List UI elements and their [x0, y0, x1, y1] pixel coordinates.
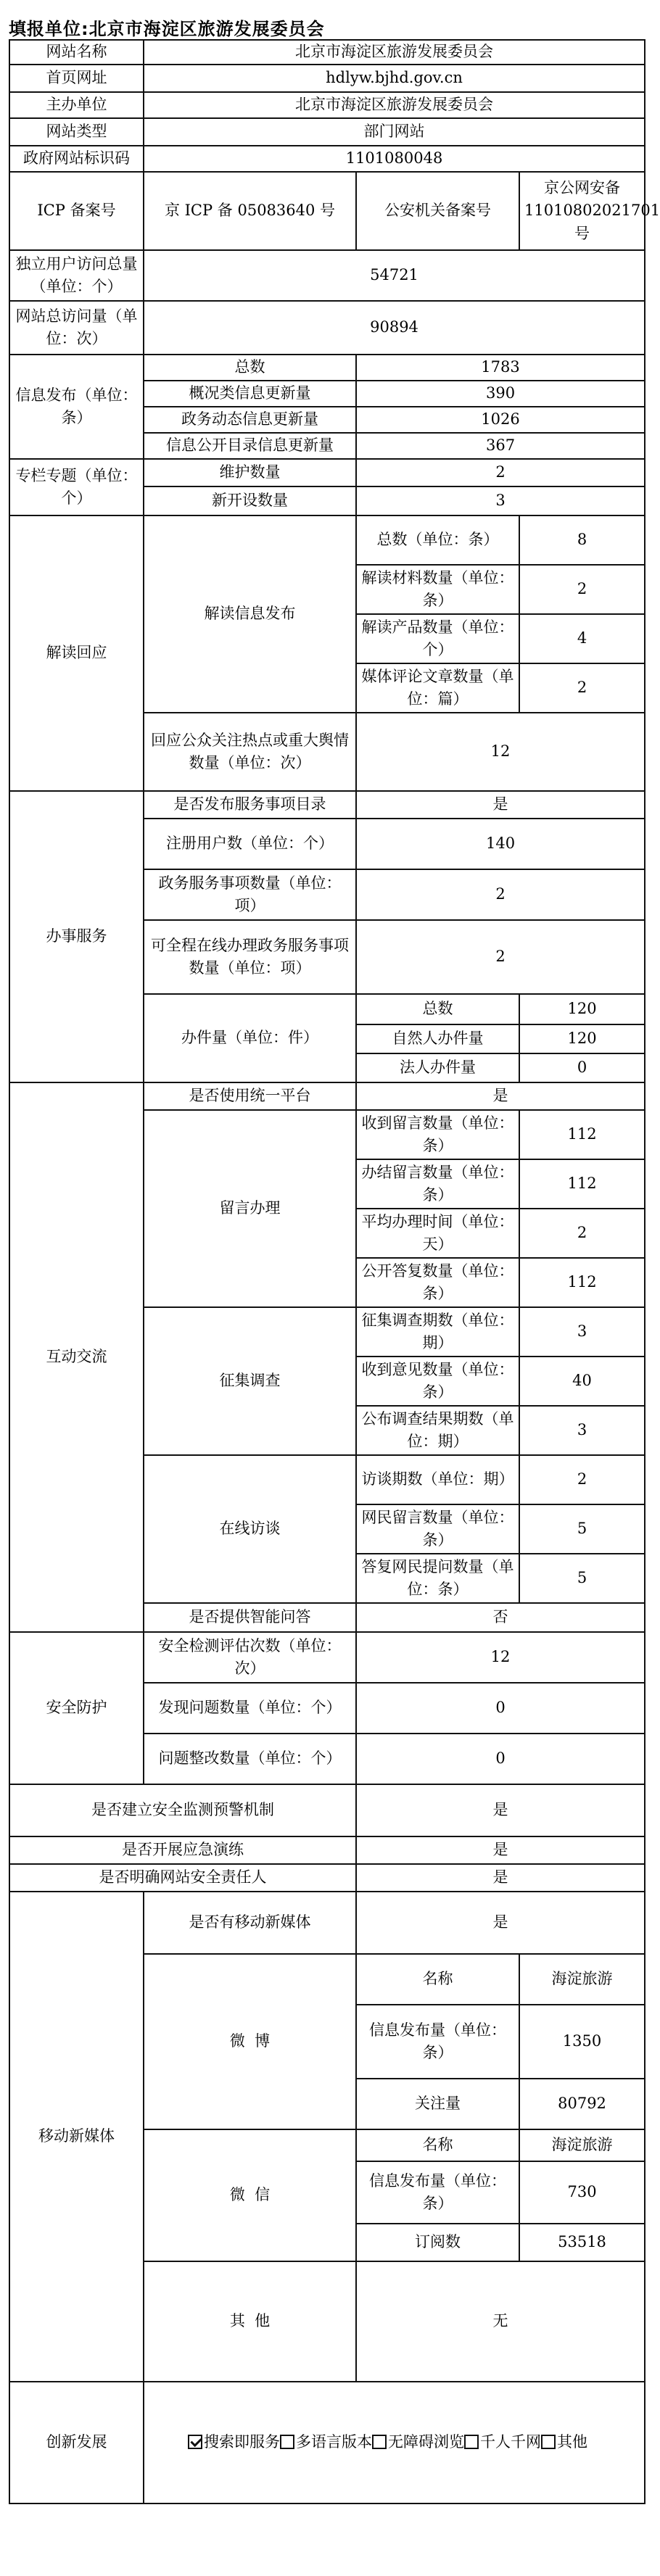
- service-natural-value: 120: [519, 1024, 645, 1053]
- talk-answers-label: 答复网民提问数量（单位：条）: [356, 1554, 519, 1603]
- interpret-material-label: 解读材料数量（单位：条）: [356, 565, 519, 614]
- interpret-hotspot-label: 回应公众关注热点或重大舆情数量（单位：次）: [144, 713, 356, 791]
- survey-results-label: 公布调查结果期数（单位：期）: [356, 1406, 519, 1455]
- info-dynamic-label: 政务动态信息更新量: [144, 407, 356, 433]
- row-gov-id: [9, 146, 645, 172]
- wechat-name-value: 海淀旅游: [519, 2129, 645, 2161]
- info-catalog-label: 信息公开目录信息更新量: [144, 433, 356, 459]
- wechat-sub-value: 53518: [519, 2224, 645, 2261]
- service-items-label: 政务服务事项数量（单位：项）: [144, 869, 356, 920]
- site-name-value: 北京市海淀区旅游发展委员会: [144, 40, 645, 65]
- gov-id-value: 1101080048: [144, 146, 645, 172]
- sec-duty-label: 是否明确网站安全责任人: [9, 1864, 356, 1892]
- sec-check-value: 12: [356, 1632, 645, 1683]
- innovation-option-label: 无障碍浏览: [388, 2433, 464, 2451]
- talk-label: 在线访谈: [144, 1455, 356, 1603]
- icp-value: 京 ICP 备 05083640 号: [144, 172, 356, 250]
- interpret-product-label: 解读产品数量（单位：个）: [356, 614, 519, 663]
- report-header: [9, 15, 325, 40]
- survey-issues-label: 征集调查期数（单位：期）: [356, 1307, 519, 1357]
- service-items-value: 2: [356, 869, 645, 920]
- sec-warn-value: 是: [356, 1784, 645, 1836]
- weibo-pub-label: 信息发布量（单位：条）: [356, 2005, 519, 2079]
- column-maintain-label: 维护数量: [144, 459, 356, 486]
- column-label: 专栏专题（单位：个）: [9, 459, 144, 515]
- weibo-pub-value: 1350: [519, 2005, 645, 2079]
- msg-recv-value: 112: [519, 1110, 645, 1159]
- survey-results-value: 3: [519, 1406, 645, 1455]
- msg-done-value: 112: [519, 1159, 645, 1209]
- talk-msgs-label: 网民留言数量（单位：条）: [356, 1504, 519, 1554]
- info-total-value: 1783: [356, 355, 645, 381]
- wechat-pub-label: 信息发布量（单位：条）: [356, 2161, 519, 2224]
- msg-done-label: 办结留言数量（单位：条）: [356, 1159, 519, 1209]
- mobile-has-label: 是否有移动新媒体: [144, 1892, 356, 1954]
- survey-opinions-value: 40: [519, 1357, 645, 1406]
- gov-id-label: 政府网站标识码: [9, 146, 144, 172]
- innovation-checkbox-2[interactable]: [280, 2435, 294, 2449]
- innovation-checkbox-1[interactable]: [188, 2435, 202, 2449]
- sec-fixed-value: 0: [356, 1734, 645, 1784]
- interact-platform-label: 是否使用统一平台: [144, 1082, 356, 1110]
- innovation-option-label: 千人千网: [480, 2433, 541, 2451]
- survey-label: 征集调查: [144, 1307, 356, 1455]
- innovation-option-label: 多语言版本: [296, 2433, 372, 2451]
- service-handled-total-value: 120: [519, 994, 645, 1024]
- msg-avg-label: 平均办理时间（单位：天）: [356, 1209, 519, 1258]
- home-url-value: hdlyw.bjhd.gov.cn: [144, 65, 645, 92]
- sec-fixed-label: 问题整改数量（单位：个）: [144, 1734, 356, 1784]
- service-handled-total-label: 总数: [356, 994, 519, 1024]
- row-sponsor: [9, 92, 645, 118]
- service-catalog-label: 是否发布服务事项目录: [144, 791, 356, 819]
- sec-warn-label: 是否建立安全监测预警机制: [9, 1784, 356, 1836]
- website-report-table: [9, 39, 660, 2504]
- weibo-name-label: 名称: [356, 1954, 519, 2005]
- interpret-hotspot-value: 12: [356, 713, 645, 791]
- msg-avg-value: 2: [519, 1209, 645, 1258]
- interpret-media-label: 媒体评论文章数量（单位：篇）: [356, 663, 519, 713]
- service-users-label: 注册用户数（单位：个）: [144, 819, 356, 869]
- survey-opinions-label: 收到意见数量（单位：条）: [356, 1357, 519, 1406]
- interpret-label: 解读回应: [9, 515, 144, 791]
- site-type-value: 部门网站: [144, 118, 645, 146]
- unit-label: 填报单位:: [9, 19, 89, 39]
- mobile-has-value: 是: [356, 1892, 645, 1954]
- police-label: 公安机关备案号: [356, 172, 519, 250]
- interpret-product-value: 4: [519, 614, 645, 663]
- service-online-value: 2: [356, 920, 645, 994]
- row-home-url: [9, 65, 645, 92]
- talk-answers-value: 5: [519, 1554, 645, 1603]
- mobile-other-label: 其 他: [144, 2261, 356, 2382]
- row-site-name: [9, 40, 645, 65]
- row-service-catalog: [9, 791, 645, 819]
- column-maintain-value: 2: [356, 459, 645, 486]
- row-site-type: [9, 118, 645, 146]
- unit-name: 北京市海淀区旅游发展委员会: [88, 19, 325, 39]
- info-overview-label: 概况类信息更新量: [144, 381, 356, 407]
- pv-label: 网站总访问量（单位：次）: [9, 301, 144, 355]
- interpret-media-value: 2: [519, 663, 645, 713]
- row-info-total: [9, 355, 645, 381]
- smart-value: 否: [356, 1603, 645, 1632]
- row-icp: [9, 172, 645, 250]
- row-uv: [9, 250, 645, 301]
- sponsor-label: 主办单位: [9, 92, 144, 118]
- row-sec-duty: [9, 1864, 645, 1892]
- interpret-material-value: 2: [519, 565, 645, 614]
- innovation-option-label: 搜索即服务: [204, 2433, 280, 2451]
- service-natural-label: 自然人办件量: [356, 1024, 519, 1053]
- interpret-total-value: 8: [519, 515, 645, 565]
- row-innovation: [9, 2382, 645, 2503]
- msg-recv-label: 收到留言数量（单位：条）: [356, 1110, 519, 1159]
- sec-duty-value: 是: [356, 1864, 645, 1892]
- talk-issues-label: 访谈期数（单位：期）: [356, 1455, 519, 1504]
- uv-label: 独立用户访问总量（单位：个）: [9, 250, 144, 301]
- site-name-label: 网站名称: [9, 40, 144, 65]
- innovation-option-list: [188, 2433, 587, 2451]
- sec-found-label: 发现问题数量（单位：个）: [144, 1683, 356, 1734]
- service-label: 办事服务: [9, 791, 144, 1082]
- talk-msgs-value: 5: [519, 1504, 645, 1554]
- wechat-name-label: 名称: [356, 2129, 519, 2161]
- info-catalog-value: 367: [356, 433, 645, 459]
- row-pv: [9, 301, 645, 355]
- site-type-label: 网站类型: [9, 118, 144, 146]
- uv-value: 54721: [144, 250, 645, 301]
- innovation-checkbox-5[interactable]: [541, 2435, 556, 2449]
- interpret-total-label: 总数（单位：条）: [356, 515, 519, 565]
- weibo-label: 微 博: [144, 1954, 356, 2129]
- wechat-sub-label: 订阅数: [356, 2224, 519, 2261]
- mobile-other-value: 无: [356, 2261, 645, 2382]
- weibo-name-value: 海淀旅游: [519, 1954, 645, 2005]
- sec-check-label: 安全检测评估次数（单位：次）: [144, 1632, 356, 1683]
- row-interact-platform: [9, 1082, 645, 1110]
- survey-issues-value: 3: [519, 1307, 645, 1357]
- row-sec-drill: [9, 1836, 645, 1864]
- interact-platform-value: 是: [356, 1082, 645, 1110]
- innovation-checkbox-4[interactable]: [464, 2435, 479, 2449]
- interpret-pub-label: 解读信息发布: [144, 515, 356, 713]
- smart-label: 是否提供智能问答: [144, 1603, 356, 1632]
- talk-issues-value: 2: [519, 1455, 645, 1504]
- wechat-pub-value: 730: [519, 2161, 645, 2224]
- service-legal-value: 0: [519, 1053, 645, 1082]
- info-total-label: 总数: [144, 355, 356, 381]
- row-interpret-total: [9, 515, 645, 565]
- service-catalog-value: 是: [356, 791, 645, 819]
- interact-label: 互动交流: [9, 1082, 144, 1632]
- sec-drill-value: 是: [356, 1836, 645, 1864]
- service-legal-label: 法人办件量: [356, 1053, 519, 1082]
- icp-label: ICP 备案号: [9, 172, 144, 250]
- sponsor-value: 北京市海淀区旅游发展委员会: [144, 92, 645, 118]
- row-sec-warn: [9, 1784, 645, 1836]
- msg-pub-label: 公开答复数量（单位：条）: [356, 1258, 519, 1307]
- info-dynamic-value: 1026: [356, 407, 645, 433]
- service-online-label: 可全程在线办理政务服务事项数量（单位：项）: [144, 920, 356, 994]
- column-new-value: 3: [356, 486, 645, 515]
- pv-value: 90894: [144, 301, 645, 355]
- police-value: 京公网安备 11010802021701 号: [519, 172, 645, 250]
- msg-label: 留言办理: [144, 1110, 356, 1307]
- sec-drill-label: 是否开展应急演练: [9, 1836, 356, 1864]
- column-new-label: 新开设数量: [144, 486, 356, 515]
- innovation-label: 创新发展: [9, 2382, 144, 2503]
- security-label: 安全防护: [9, 1632, 144, 1784]
- innovation-checkbox-3[interactable]: [372, 2435, 387, 2449]
- sec-found-value: 0: [356, 1683, 645, 1734]
- info-overview-value: 390: [356, 381, 645, 407]
- msg-pub-value: 112: [519, 1258, 645, 1307]
- innovation-options: [144, 2382, 645, 2503]
- mobile-label: 移动新媒体: [9, 1892, 144, 2382]
- weibo-follow-value: 80792: [519, 2079, 645, 2129]
- weibo-follow-label: 关注量: [356, 2079, 519, 2129]
- wechat-label: 微 信: [144, 2129, 356, 2261]
- service-handled-label: 办件量（单位：件）: [144, 994, 356, 1082]
- row-mobile-has: [9, 1892, 645, 1954]
- row-sec-check: [9, 1632, 645, 1683]
- info-pub-label: 信息发布（单位：条）: [9, 355, 144, 459]
- home-url-label: 首页网址: [9, 65, 144, 92]
- service-users-value: 140: [356, 819, 645, 869]
- innovation-option-label: 其他: [557, 2433, 587, 2451]
- row-column-maintain: [9, 459, 645, 486]
